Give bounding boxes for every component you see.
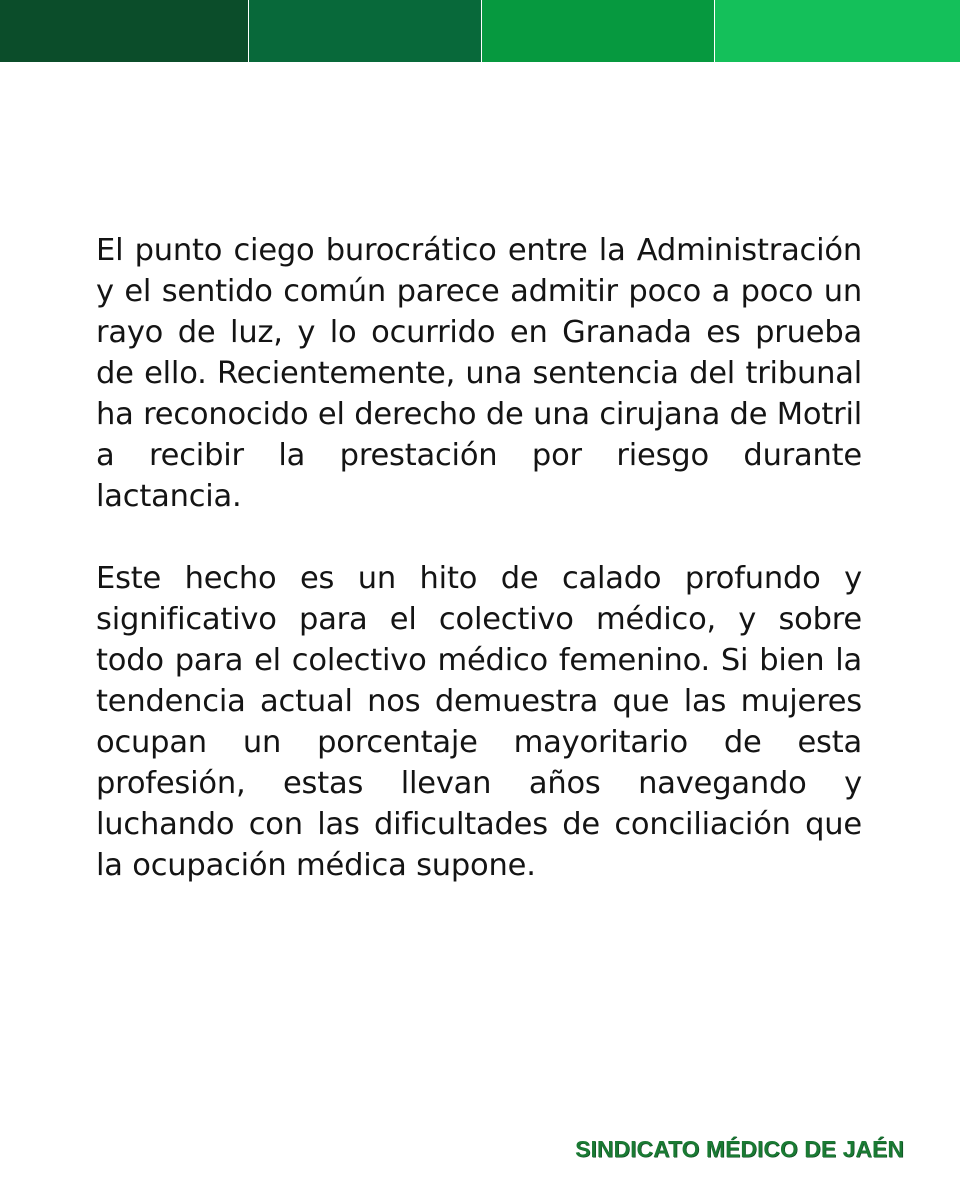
header-band-segment-forest-green xyxy=(249,0,481,62)
header-color-band xyxy=(0,0,960,62)
paragraph-1: El punto ciego burocrático entre la Administración y el sentido común parece admitir poco a poco un rayo de luz, y lo ocurrido en Granada es prueba de ello. Recientemente, una sentencia del tribunal ha reconocido el derecho de una cirujana de Motril a recibir la prestación por riesgo durante lactancia. xyxy=(96,233,862,514)
article-body xyxy=(96,230,862,886)
paragraph-2: Este hecho es un hito de calado profundo y significativo para el colectivo médico, y sobre todo para el colectivo médico femenino. Si bien la tendencia actual nos demuestra que las mujeres ocupan un porcentaje mayoritario de esta profesión, estas llevan años navegando y luchando con las dificultades de conciliación que la ocupación médica supone. xyxy=(96,561,862,883)
header-band-segment-bright-green xyxy=(715,0,960,62)
header-band-segment-dark-green xyxy=(0,0,248,62)
brand-name: SINDICATO MÉDICO DE JAÉN xyxy=(575,1136,904,1162)
header-band-segment-green xyxy=(482,0,714,62)
